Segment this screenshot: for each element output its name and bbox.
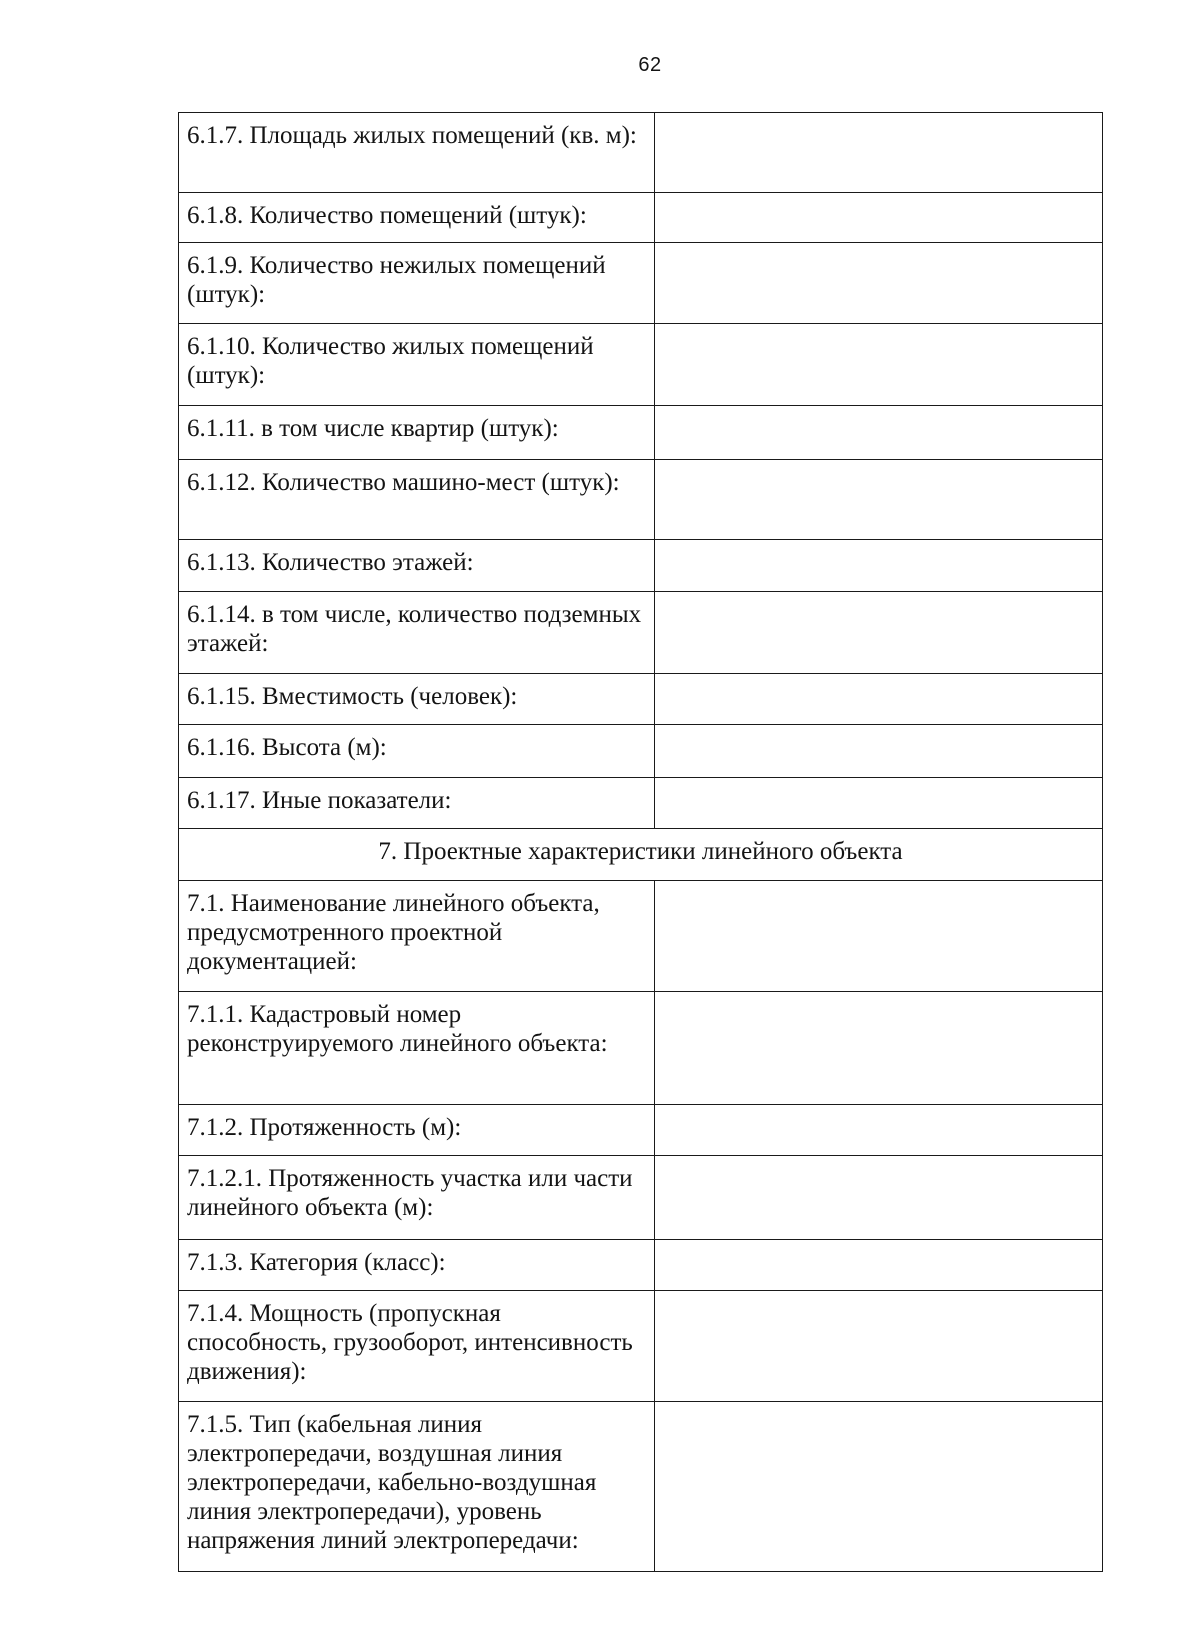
table-row [179,243,1103,324]
field-label: 6.1.9. Количество нежилых помещений (штук): [179,243,655,324]
field-label: 7.1. Наименование линейного объекта, предусмотренного проектной документацией: [179,881,655,992]
section-header-row [179,829,1103,881]
field-label: 7.1.1. Кадастровый номер реконструируемого линейного объекта: [179,992,655,1105]
table-row [179,674,1103,725]
field-label: 7.1.4. Мощность (пропускная способность, грузооборот, интенсивность движения): [179,1291,655,1402]
field-label: 7.1.2. Протяженность (м): [179,1105,655,1156]
table-row [179,540,1103,592]
section-title: 7. Проектные характеристики линейного объекта [179,829,1103,881]
field-value[interactable] [655,540,1103,592]
table-row [179,1105,1103,1156]
field-value[interactable] [655,992,1103,1105]
field-label: 6.1.17. Иные показатели: [179,778,655,829]
field-label: 7.1.2.1. Протяженность участка или части линейного объекта (м): [179,1156,655,1240]
table-row [179,193,1103,243]
field-label: 7.1.3. Категория (класс): [179,1240,655,1291]
field-label: 6.1.16. Высота (м): [179,725,655,778]
table-row [179,460,1103,540]
field-label: 6.1.11. в том числе квартир (штук): [179,406,655,460]
field-value[interactable] [655,1105,1103,1156]
field-value[interactable] [655,1402,1103,1572]
field-label: 6.1.14. в том числе, количество подземных этажей: [179,592,655,674]
field-value[interactable] [655,460,1103,540]
field-value[interactable] [655,406,1103,460]
page-number: 62 [638,54,662,76]
field-value[interactable] [655,592,1103,674]
field-value[interactable] [655,1291,1103,1402]
field-label: 6.1.13. Количество этажей: [179,540,655,592]
characteristics-table [178,112,1103,1572]
table-row [179,1291,1103,1402]
field-value[interactable] [655,193,1103,243]
table-row [179,1402,1103,1572]
table-row [179,406,1103,460]
field-value[interactable] [655,778,1103,829]
field-value[interactable] [655,243,1103,324]
table-row [179,324,1103,406]
field-value[interactable] [655,881,1103,992]
table-row [179,113,1103,193]
field-value[interactable] [655,674,1103,725]
field-label: 6.1.7. Площадь жилых помещений (кв. м): [179,113,655,193]
table-row [179,778,1103,829]
field-value[interactable] [655,324,1103,406]
table-row [179,1240,1103,1291]
table-row [179,992,1103,1105]
field-value[interactable] [655,1240,1103,1291]
table-row [179,592,1103,674]
field-label: 6.1.8. Количество помещений (штук): [179,193,655,243]
table-row [179,881,1103,992]
field-value[interactable] [655,113,1103,193]
field-label: 6.1.10. Количество жилых помещений (штук): [179,324,655,406]
table-row [179,725,1103,778]
field-value[interactable] [655,725,1103,778]
table-row [179,1156,1103,1240]
field-value[interactable] [655,1156,1103,1240]
field-label: 6.1.15. Вместимость (человек): [179,674,655,725]
field-label: 7.1.5. Тип (кабельная линия электропередачи, воздушная линия электропередачи, кабельно-воздушная линия электропередачи), уровень напряжения линий электропередачи: [179,1402,655,1572]
field-label: 6.1.12. Количество машино-мест (штук): [179,460,655,540]
